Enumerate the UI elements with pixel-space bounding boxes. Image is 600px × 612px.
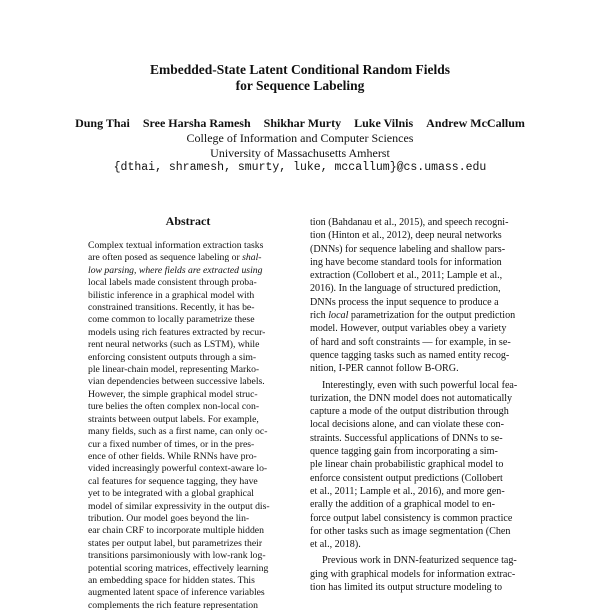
intro-line: nition, I-PER cannot follow B-ORG. (310, 363, 459, 375)
intro-line: force output label consistency is common practice (310, 512, 513, 524)
abstract-line: complements the rich feature representation (88, 599, 258, 611)
abstract-line: model of similar expressivity in the output dis- (88, 500, 270, 512)
abstract-line: vided increasingly powerful context-aware lo- (88, 463, 268, 475)
title-line-2: for Sequence Labeling (235, 78, 365, 93)
abstract-line: rent neural networks (such as LSTM), while (88, 339, 260, 351)
intro-line: et al., 2011; Lample et al., 2016), and more gen- (310, 485, 505, 497)
abstract-line: enforcing consistent outputs through a sim- (88, 351, 257, 363)
abstract-line: constrained transitions. Recently, it has be- (88, 302, 255, 314)
author-name: Sree Harsha Ramesh (142, 116, 251, 130)
author-email: {dthai, shramesh, smurty, luke, mccallum}@cs.umass.edu (113, 161, 487, 174)
intro-line: et al., 2018). (310, 539, 361, 551)
intro-line: Interestingly, even with such powerful local fea- (322, 379, 518, 391)
intro-line: for other tasks such as image segmentation (Chen (310, 525, 511, 537)
intro-line: local decisions alone, and can violate these con- (310, 419, 504, 431)
abstract-line (88, 252, 289, 264)
abstract-line: bilistic inference in a graphical model with (88, 289, 255, 301)
abstract-line: vian dependencies between successive labels. (88, 376, 265, 388)
italic-term: low parsing, where fields are extracted using (88, 264, 263, 276)
abstract-line: cal features for sequence tagging, they have (88, 475, 258, 487)
intro-line: turization, the DNN model does not automatically (310, 392, 513, 404)
abstract-line: ple linear-chain model, representing Marko- (88, 364, 260, 376)
author-name: Luke Vilnis (354, 116, 414, 130)
intro-line (310, 309, 528, 322)
author-name: Shikhar Murty (263, 116, 342, 130)
abstract-line: tribution. Our model goes beyond the lin- (88, 512, 250, 524)
intro-line: extraction (Collobert et al., 2011; Lample et al., (310, 270, 503, 282)
abstract-line: yet to be integrated with a global graphical (88, 488, 254, 500)
intro-paragraph (310, 554, 528, 594)
italic-term: shal- (242, 252, 262, 264)
introduction-body (310, 216, 528, 594)
intro-line: capture a mode of the output distribution through (310, 406, 509, 418)
abstract-line: an embedding space for hidden states. This (88, 574, 255, 586)
intro-paragraph (310, 216, 528, 376)
abstract-line: ture belies the often complex non-local con- (88, 401, 260, 413)
abstract-heading: Abstract (165, 214, 211, 228)
intro-line-text: parametrization for the output prediction (348, 310, 516, 322)
intro-line: enforce consistent output predictions (Collobert (310, 472, 503, 484)
abstract-line-text: are often posed as sequence labeling or (88, 252, 243, 264)
intro-line: of hard and soft constraints — for example, in se- (310, 336, 511, 348)
abstract-line: However, the simple graphical model struc- (88, 388, 258, 400)
affiliation-line-2: University of Massachusetts Amherst (210, 146, 390, 160)
intro-line: straints. Successful applications of DNNs to se- (310, 432, 503, 444)
abstract-line: many fields, such as a first name, can only oc- (88, 426, 268, 438)
abstract-line: ence of other fields. While RNNs have pro- (88, 450, 257, 462)
intro-line: erally the addition of a graphical model to en- (310, 499, 495, 511)
abstract-line (88, 265, 289, 277)
intro-line: ing have become standard tools for information (310, 256, 502, 268)
abstract-line: potential scoring matrices, effectively learning (88, 562, 269, 574)
intro-line: quence tagging gain from incorporating a sim- (310, 446, 498, 458)
intro-line: quence tagging tasks such as named entity recog- (310, 349, 510, 361)
intro-line: model. However, output variables obey a variety (310, 323, 507, 335)
abstract-line: augmented latent space of inference variables (88, 587, 265, 599)
intro-line: (DNNs) for sequence labeling and shallow pars- (310, 243, 506, 255)
author-name: Dung Thai (75, 116, 130, 130)
intro-line: ple linear chain probabilistic graphical model to (310, 459, 504, 471)
author-name: Andrew McCallum (426, 116, 525, 130)
intro-line: tion has limited its output structure modeling to (310, 582, 503, 594)
abstract-line: local labels made consistent through proba- (88, 277, 257, 289)
intro-line: tion (Hinton et al., 2012), deep neural networks (310, 230, 502, 242)
title-line-1: Embedded-State Latent Conditional Random Fields (149, 62, 451, 77)
intro-line-text: rich (310, 310, 329, 322)
abstract-line: come common to locally parametrize these (88, 314, 255, 326)
intro-paragraph (310, 379, 528, 552)
abstract-line: transitions parsimoniously with low-rank log- (88, 550, 266, 562)
intro-line: ging with graphical models for information extrac- (310, 568, 516, 580)
intro-line: 2016). In the language of structured prediction, (310, 283, 501, 295)
abstract-body (88, 240, 289, 612)
abstract-line: Complex textual information extraction tasks (88, 240, 264, 251)
intro-line: Previous work in DNN-featurized sequence tag- (322, 555, 517, 567)
abstract-line: ear chain CRF to incorporate multiple hidden (88, 525, 264, 537)
abstract-line: models using rich features extracted by recur- (88, 326, 266, 338)
italic-term: local (328, 310, 349, 322)
author-list (0, 116, 600, 130)
affiliation-line-1: College of Information and Computer Sciences (186, 131, 414, 145)
paper-title (0, 62, 600, 94)
intro-line: tion (Bahdanau et al., 2015), and speech recogni- (310, 217, 509, 228)
abstract-line: cur a fixed number of times, or in the pres- (88, 438, 255, 450)
abstract-line: straints between output labels. For example, (88, 413, 259, 425)
intro-line: DNNs process the input sequence to produce a (310, 296, 499, 308)
abstract-line: states per output label, but parametrizes their (88, 537, 263, 549)
